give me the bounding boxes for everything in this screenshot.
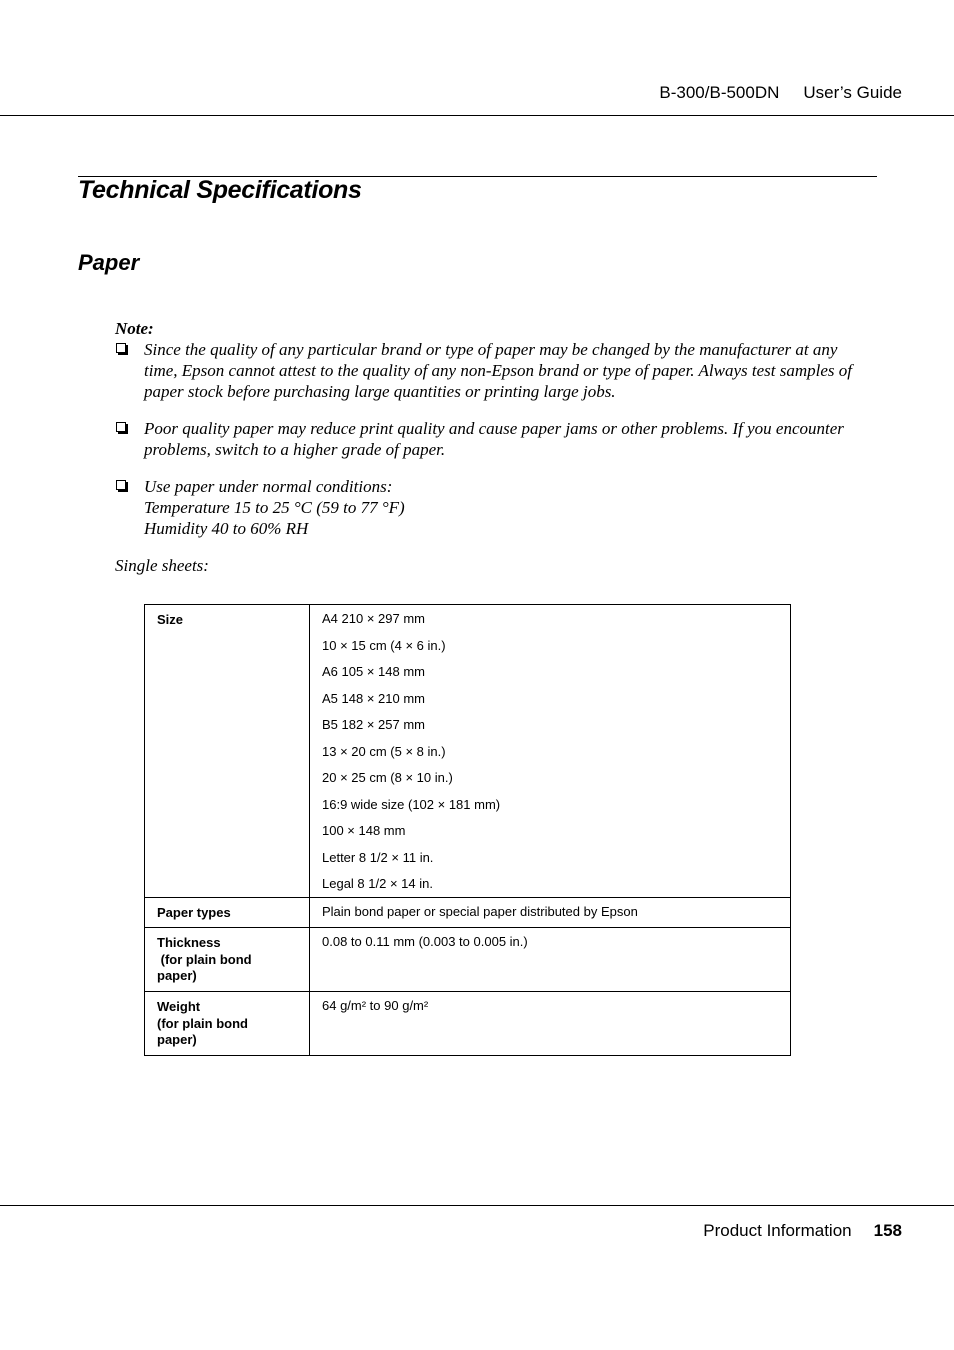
size-value: B5 182 × 257 mm: [322, 717, 425, 732]
size-value: A5 148 × 210 mm: [322, 690, 425, 706]
note-item: [115, 418, 880, 460]
weight-value: 64 g/m² to 90 g/m²: [322, 998, 429, 1013]
spec-key: [145, 897, 310, 928]
header-divider: [0, 115, 954, 116]
note-line: Since the quality of any particular brand or type of paper may be changed by the manufacturer at any: [144, 340, 838, 359]
size-value: A4 210 × 297 mm: [322, 611, 425, 626]
spec-value: [310, 605, 791, 898]
size-value: 13 × 20 cm (5 × 8 in.): [322, 743, 446, 759]
spec-key-text: Thickness: [157, 935, 221, 950]
note-line: problems, switch to a higher grade of paper.: [144, 440, 446, 459]
running-footer: [703, 1221, 902, 1241]
spec-key-text: Size: [157, 612, 184, 627]
table-row: [145, 992, 791, 1056]
spec-key-text: Weight: [157, 999, 201, 1014]
paper-type-value: Plain bond paper or special paper distributed by Epson: [322, 903, 638, 919]
note-item: [115, 476, 880, 539]
header-guide: User’s Guide: [803, 83, 902, 102]
note-line: Humidity 40 to 60% RH: [144, 519, 309, 538]
table-row: [145, 605, 791, 898]
note-item: [115, 339, 880, 402]
thickness-value: 0.08 to 0.11 mm (0.003 to 0.005 in.): [322, 934, 528, 949]
running-header: [659, 83, 902, 103]
spec-value: [310, 928, 791, 992]
spec-key-text: Paper types: [157, 904, 231, 920]
table-row: [145, 897, 791, 928]
section-title: Technical Specifications: [78, 176, 362, 204]
spec-key: [145, 928, 310, 992]
spec-key-text: paper): [157, 1032, 197, 1047]
footer-divider: [0, 1205, 954, 1206]
size-value: 20 × 25 cm (8 × 10 in.): [322, 770, 453, 785]
spec-value: [310, 897, 791, 928]
note-label: Note:: [115, 319, 154, 338]
size-value: Legal 8 1/2 × 14 in.: [322, 876, 433, 891]
note-line: Temperature 15 to 25 °C (59 to 77 °F): [144, 498, 405, 517]
note-line: time, Epson cannot attest to the quality of any non-Epson brand or type of paper. Always test samples of: [144, 361, 852, 380]
note-line: Use paper under normal conditions:: [144, 477, 393, 496]
single-sheets-label: Single sheets:: [115, 556, 209, 575]
checkbox-bullet-icon: [116, 480, 126, 490]
size-value: 16:9 wide size (102 × 181 mm): [322, 796, 501, 812]
size-value: Letter 8 1/2 × 11 in.: [322, 849, 434, 865]
subsection-title: Paper: [78, 250, 140, 275]
note-line: paper stock before purchasing large quantities or printing large jobs.: [144, 382, 616, 401]
spec-key-text: paper): [157, 968, 197, 983]
table-row: [145, 928, 791, 992]
checkbox-bullet-icon: [116, 343, 126, 353]
spec-key: [145, 605, 310, 898]
spec-key: [145, 992, 310, 1056]
spec-key-text: (for plain bond: [157, 951, 252, 967]
size-value: A6 105 × 148 mm: [322, 664, 425, 679]
header-model: B-300/B-500DN: [659, 83, 780, 102]
note-block: [115, 318, 880, 576]
checkbox-bullet-icon: [116, 422, 126, 432]
footer-section: Product Information: [703, 1221, 852, 1240]
size-value: 100 × 148 mm: [322, 823, 406, 838]
spec-value: [310, 992, 791, 1056]
page-number: 158: [873, 1221, 902, 1240]
note-line: Poor quality paper may reduce print quality and cause paper jams or other problems. If you encounter: [144, 419, 844, 438]
spec-key-text: (for plain bond: [157, 1015, 248, 1031]
size-value: 10 × 15 cm (4 × 6 in.): [322, 637, 446, 653]
paper-spec-table: [144, 604, 791, 1056]
